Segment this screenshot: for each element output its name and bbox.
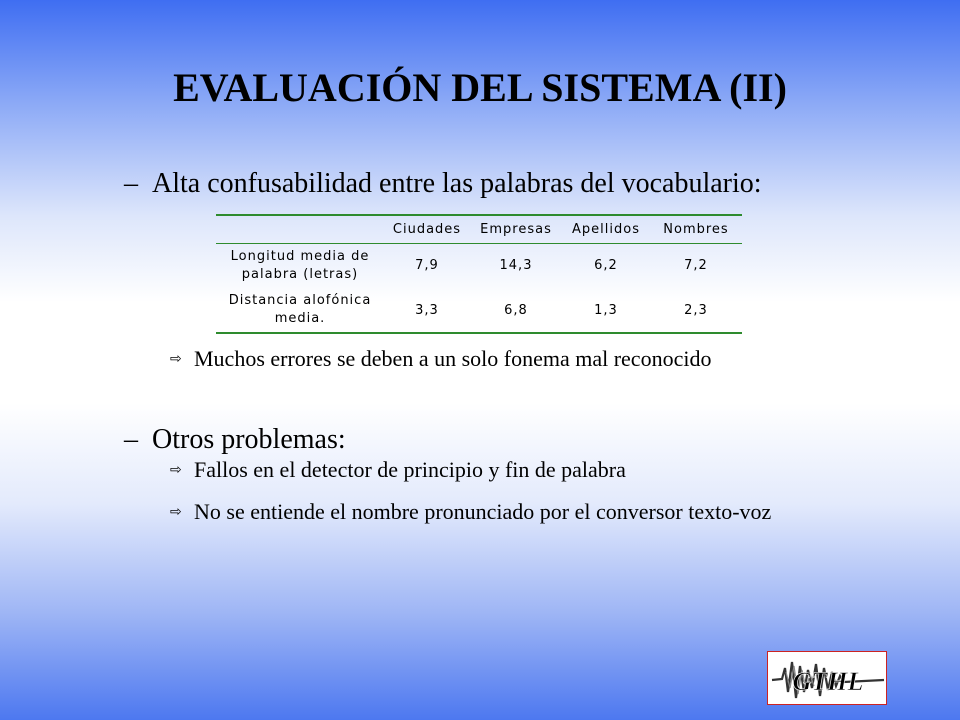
table-header-row: [216, 215, 742, 243]
subbullet-tts-text: No se entiende el nombre pronunciado por el conversor texto-voz: [194, 499, 772, 524]
row-label: [216, 243, 384, 288]
table-cell: 3,3: [415, 302, 439, 318]
subbullet-detector-text: Fallos en el detector de principio y fin de palabra: [194, 457, 626, 482]
row-label-line: media.: [274, 311, 326, 326]
dash-bullet: –: [124, 424, 138, 455]
table-header-apellidos: Apellidos: [572, 221, 640, 237]
subbullet-errors-text: Muchos errores se deben a un solo fonema mal reconocido: [194, 346, 712, 371]
table-cell: 1,3: [594, 302, 618, 318]
table-cell: 14,3: [499, 258, 533, 274]
table-cell: 6,8: [504, 302, 528, 318]
table-cell: 7,9: [415, 258, 439, 274]
table-header-empresas: Empresas: [480, 221, 552, 237]
table-cell: 7,2: [684, 258, 708, 274]
gthl-logo: [767, 651, 887, 705]
row-label-line: palabra (letras): [241, 266, 359, 282]
bullet-other-problems-text: Otros problemas:: [152, 424, 346, 455]
dash-bullet: –: [124, 168, 138, 199]
bullet-other-problems: [124, 423, 346, 457]
arrow-icon: ⇨: [170, 504, 182, 520]
row-label-line: Longitud media de: [230, 248, 370, 264]
gthl-logo-mark: [768, 652, 887, 705]
arrow-icon: ⇨: [170, 351, 182, 367]
slide-title: EVALUACIÓN DEL SISTEMA (II): [173, 65, 787, 110]
table-row: [216, 288, 742, 333]
table-cell: 2,3: [684, 302, 708, 318]
table-header-empty: [216, 215, 384, 243]
bullet-confusability-text: Alta confusabilidad entre las palabras del vocabulario:: [152, 168, 762, 199]
subbullet-detector: [170, 455, 870, 485]
subbullet-tts: [170, 497, 870, 527]
table-cell: 6,2: [594, 258, 618, 274]
bullet-confusability: [124, 167, 762, 201]
arrow-icon: ⇨: [170, 462, 182, 478]
row-label: [216, 288, 384, 333]
table-header-ciudades: Ciudades: [392, 221, 462, 237]
table-row: [216, 243, 742, 288]
gthl-logo-text: GTHL: [792, 667, 864, 696]
vocabulary-table: [216, 214, 742, 334]
subbullet-errors: [170, 344, 870, 374]
table-header-nombres: Nombres: [663, 221, 729, 237]
row-label-line: Distancia alofónica: [228, 293, 372, 308]
